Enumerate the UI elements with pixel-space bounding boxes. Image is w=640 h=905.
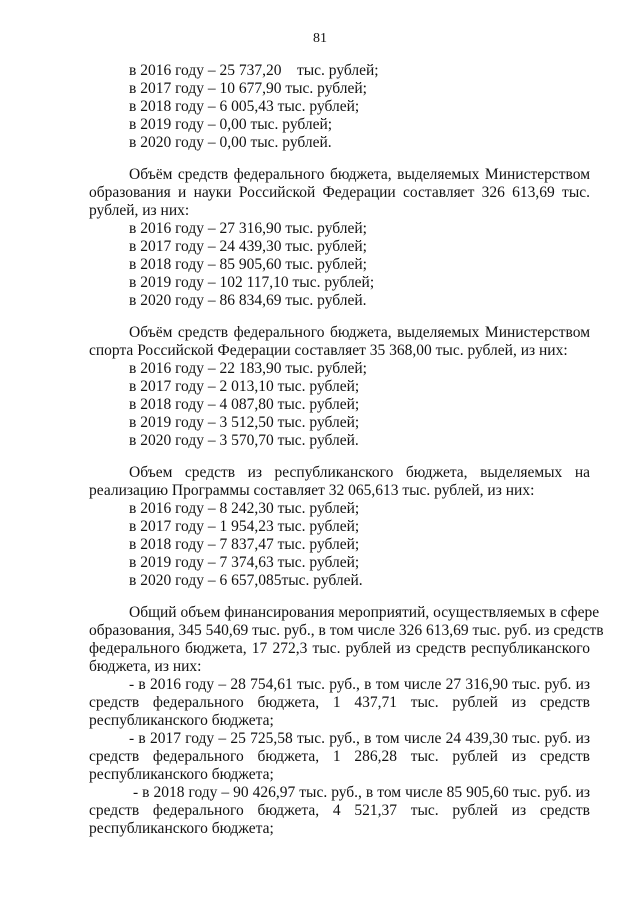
sub-item-line: средств федерального бюджета, 1 286,28 тыс. рублей из средств: [89, 748, 590, 765]
sub-item-line: - в 2016 году – 28 754,61 тыс. руб., в том числе 27 316,90 тыс. руб. из: [129, 676, 590, 693]
sub-item-line: - в 2017 году – 25 725,58 тыс. руб., в том числе 24 439,30 тыс. руб. из: [129, 730, 590, 747]
list-item: в 2020 году – 86 834,69 тыс. рублей.: [129, 292, 367, 309]
paragraph-line: образования и науки Российской Федерации составляет 326 613,69 тыс.: [89, 184, 590, 201]
paragraph-line: рублей, из них:: [89, 202, 190, 219]
list-item: в 2016 году – 22 183,90 тыс. рублей;: [129, 360, 367, 377]
paragraph-line: бюджета, из них:: [89, 658, 202, 675]
sub-item-line: средств федерального бюджета, 1 437,71 тыс. рублей из средств: [89, 694, 590, 711]
list-item: в 2019 году – 0,00 тыс. рублей;: [129, 116, 333, 133]
list-item: в 2020 году – 3 570,70 тыс. рублей.: [129, 432, 359, 449]
paragraph-line: федерального бюджета, 17 272,3 тыс. рублей из средств республиканского: [89, 640, 590, 657]
page-number: 81: [313, 31, 327, 46]
list-item: в 2017 году – 24 439,30 тыс. рублей;: [129, 238, 367, 255]
list-item: в 2018 году – 4 087,80 тыс. рублей;: [129, 396, 360, 413]
paragraph-line: реализацию Программы составляет 32 065,613 тыс. рублей, из них:: [89, 482, 535, 499]
paragraph-line: Общий объем финансирования мероприятий, осуществляемых в сфере: [129, 604, 600, 621]
paragraph-line: спорта Российской Федерации составляет 35 368,00 тыс. рублей, из них:: [89, 342, 568, 359]
list-item: в 2017 году – 2 013,10 тыс. рублей;: [129, 378, 360, 395]
sub-item-line: республиканского бюджета;: [89, 712, 274, 729]
list-item: в 2016 году – 25 737,20 тыс. рублей;: [129, 62, 379, 79]
sub-item-line: республиканского бюджета;: [89, 820, 274, 837]
list-item: в 2017 году – 10 677,90 тыс. рублей;: [129, 80, 367, 97]
sub-item-line: республиканского бюджета;: [89, 766, 274, 783]
list-item: в 2018 году – 7 837,47 тыс. рублей;: [129, 536, 360, 553]
paragraph-line: образования, 345 540,69 тыс. руб., в том числе 326 613,69 тыс. руб. из средств: [89, 622, 604, 639]
paragraph-line: Объём средств федерального бюджета, выделяемых Министерством: [129, 324, 590, 341]
list-item: в 2016 году – 8 242,30 тыс. рублей;: [129, 500, 360, 517]
sub-item-line: - в 2018 году – 90 426,97 тыс. руб., в том числе 85 905,60 тыс. руб. из: [133, 784, 590, 801]
list-item: в 2016 году – 27 316,90 тыс. рублей;: [129, 220, 367, 237]
list-item: в 2020 году – 6 657,085тыс. рублей.: [129, 572, 363, 589]
paragraph-line: Объём средств федерального бюджета, выделяемых Министерством: [129, 166, 590, 183]
list-item: в 2018 году – 85 905,60 тыс. рублей;: [129, 256, 367, 273]
list-item: в 2019 году – 3 512,50 тыс. рублей;: [129, 414, 360, 431]
list-item: в 2018 году – 6 005,43 тыс. рублей;: [129, 98, 360, 115]
paragraph-line: Объем средств из республиканского бюджета, выделяемых на: [129, 464, 590, 481]
list-item: в 2019 году – 7 374,63 тыс. рублей;: [129, 554, 360, 571]
list-item: в 2019 году – 102 117,10 тыс. рублей;: [129, 274, 375, 291]
list-item: в 2017 году – 1 954,23 тыс. рублей;: [129, 518, 360, 535]
sub-item-line: средств федерального бюджета, 4 521,37 тыс. рублей из средств: [89, 802, 590, 819]
list-item: в 2020 году – 0,00 тыс. рублей.: [129, 134, 332, 151]
